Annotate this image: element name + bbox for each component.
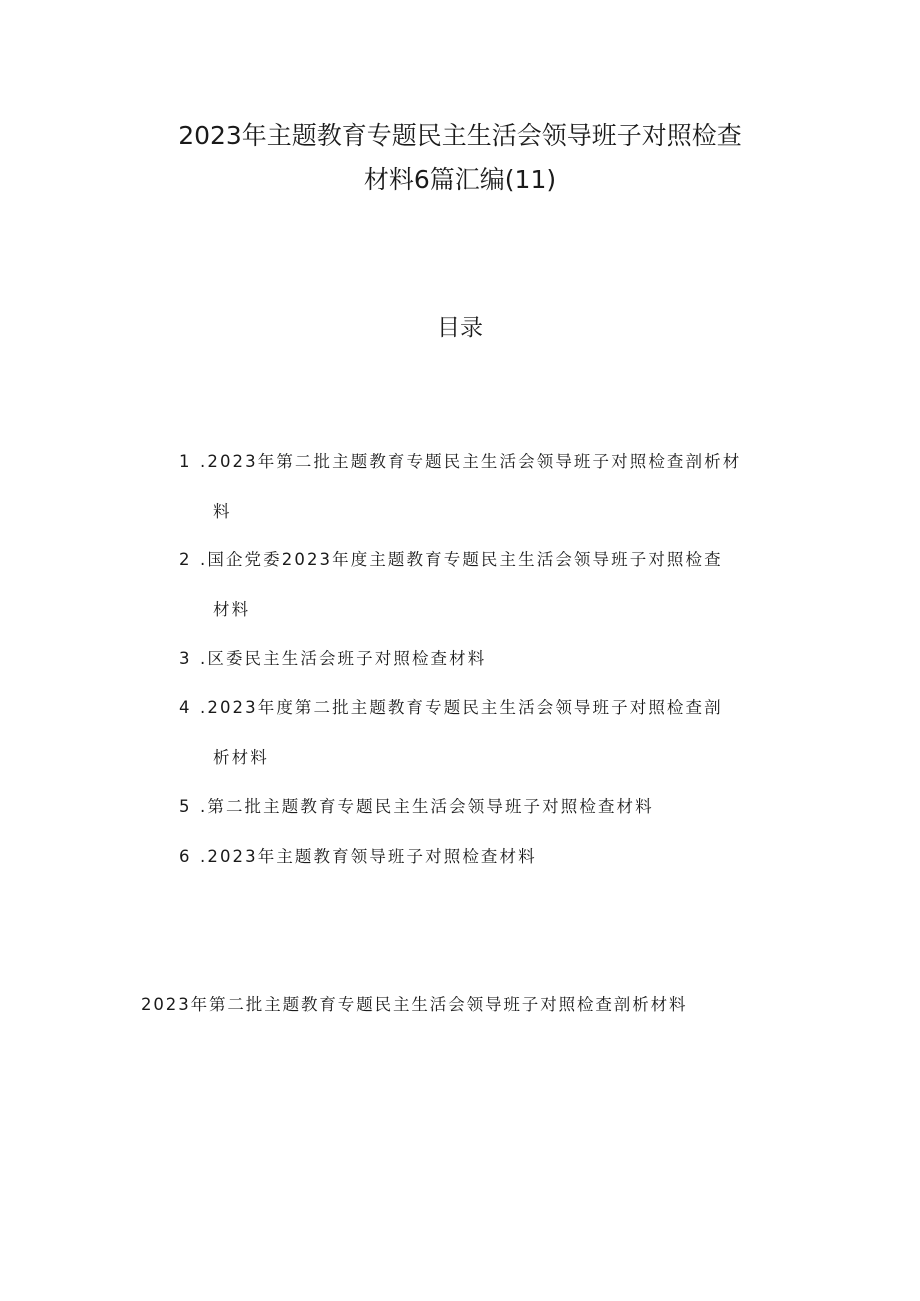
toc-item-text: .第二批主题教育专题民主生活会领导班子对照检查材料	[200, 797, 654, 816]
toc-item-number: 4	[179, 698, 190, 717]
document-title-line-1: 2023年主题教育专题民主生活会领导班子对照检查	[178, 121, 742, 150]
toc-item-text-continued: 析材料	[213, 748, 269, 767]
toc-item-number: 1	[179, 452, 190, 471]
toc-heading: 目录	[437, 315, 483, 341]
toc-item-text-continued: 料	[213, 502, 232, 521]
toc-item-text: .2023年主题教育领导班子对照检查材料	[200, 847, 537, 866]
toc-item-text: .区委民主生活会班子对照检查材料	[200, 649, 487, 668]
toc-item-text: .2023年第二批主题教育专题民主生活会领导班子对照检查剖析材	[200, 452, 742, 471]
toc-item-number: 3	[179, 649, 190, 668]
toc-item-text-continued: 材料	[213, 600, 251, 619]
toc-item-number: 2	[179, 550, 190, 569]
toc-item-text: .国企党委2023年度主题教育专题民主生活会领导班子对照检查	[200, 550, 723, 569]
toc-item-number: 6	[179, 847, 190, 866]
document-title-line-2: 材料6篇汇编(11)	[363, 165, 557, 194]
toc-item-text: .2023年度第二批主题教育专题民主生活会领导班子对照检查剖	[200, 698, 723, 717]
toc-item-number: 5	[179, 797, 190, 816]
section-title: 2023年第二批主题教育专题民主生活会领导班子对照检查剖析材料	[141, 995, 688, 1014]
